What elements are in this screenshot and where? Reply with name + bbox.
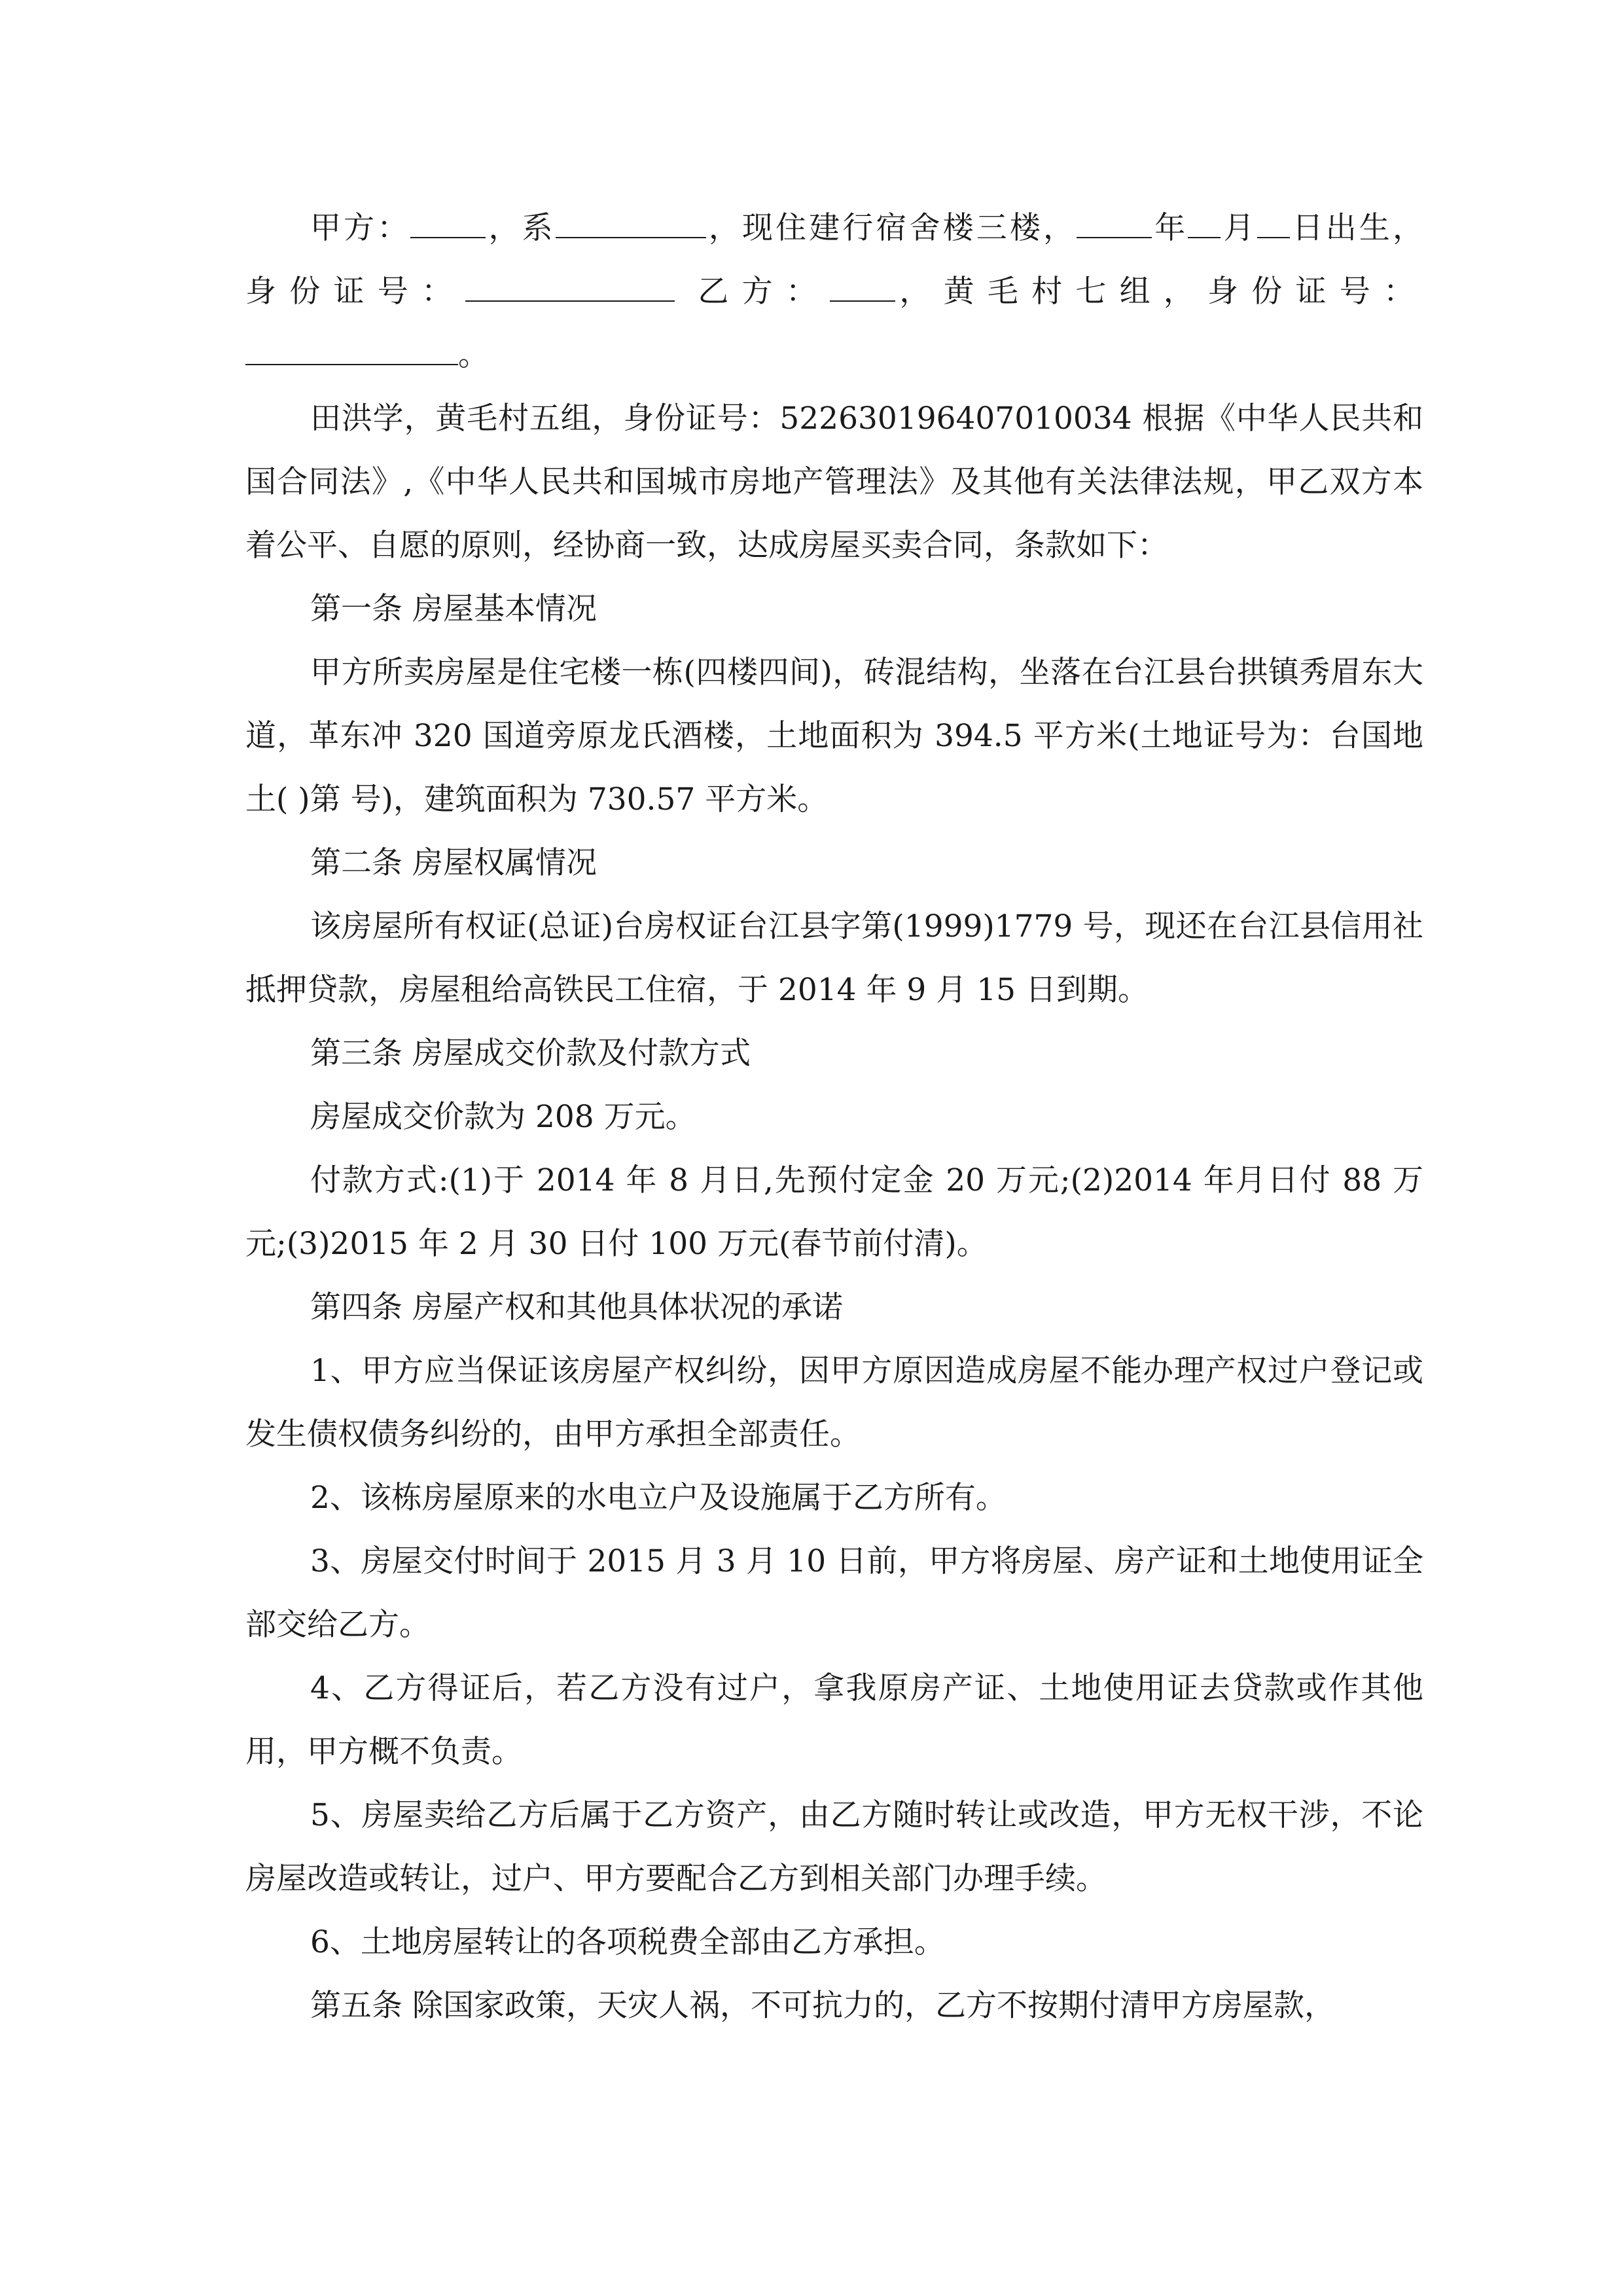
article-4-item-3: 3、房屋交付时间于 2015 月 3 月 10 日前，甲方将房屋、房产证和土地使用证全部交给乙方。: [245, 1543, 1423, 1643]
contract-page: [245, 196, 1423, 2037]
article-4-item-4: 4、乙方得证后，若乙方没有过户，拿我原房产证、土地使用证去贷款或作其他用，甲方概不负责。: [245, 1670, 1423, 1770]
article-2-title: 第二条 房屋权属情况: [310, 845, 597, 881]
party-b-id-blank: [245, 338, 458, 365]
party-line-3: [245, 323, 1423, 387]
party-a-relation-blank: [556, 211, 706, 238]
party-a-id-label: 身份证号：: [245, 274, 466, 310]
article-4-item-1: 1、甲方应当保证该房屋产权纠纷，因甲方原因造成房屋不能办理产权过户登记或发生债权债务纠纷的，由甲方承担全部责任。: [245, 1353, 1423, 1452]
article-4-item-6: 6、土地房屋转让的各项税费全部由乙方承担。: [310, 1924, 945, 1960]
birth-year-blank: [1077, 211, 1152, 238]
article-5-start: 第五条 除国家政策，天灾人祸，不可抗力的，乙方不按期付清甲方房屋款，: [310, 1988, 1335, 2024]
party-a-residence: ，现住建行宿舍楼三楼，: [705, 210, 1077, 246]
party-a-name-blank: [410, 211, 486, 238]
party-b-address: ，黄毛村七组，身份证号：: [895, 274, 1424, 310]
article-2-body: 该房屋所有权证(总证)台房权证台江县字第(1999)1779 号，现还在台江县信用社抵押贷款，房屋租给高铁民工住宿，于 2014 年 9 月 15 日到期。: [245, 908, 1423, 1008]
article-4-title: 第四条 房屋产权和其他具体状况的承诺: [310, 1289, 843, 1325]
birth-month-blank: [1188, 211, 1221, 238]
birth-year-label: 年: [1152, 210, 1188, 246]
article-3-payment: 付款方式:(1)于 2014 年 8 月日,先预付定金 20 万元;(2)2014 年月日付 88 万元;(3)2015 年 2 月 30 日付 100 万元(春节前付清)。: [245, 1162, 1423, 1262]
party-line-2: [245, 260, 1423, 323]
article-1-title: 第一条 房屋基本情况: [310, 591, 597, 627]
party-b-label: 乙方：: [698, 274, 830, 310]
article-4-item-2: 2、该栋房屋原来的水电立户及设施属于乙方所有。: [310, 1480, 1007, 1516]
party-a-label: 甲方：: [310, 210, 411, 246]
intro-paragraph: 田洪学，黄毛村五组，身份证号：522630196407010034 根据《中华人民共和国合同法》,《中华人民共和国城市房地产管理法》及其他有关法律法规，甲乙双方本着公平、自愿的原则，经协商一致，达成房屋买卖合同，条款如下：: [245, 401, 1423, 564]
birth-day-label: 日出生，: [1289, 210, 1424, 246]
party-b-name-blank: [830, 274, 895, 302]
article-4-item-5: 5、房屋卖给乙方后属于乙方资产，由乙方随时转让或改造，甲方无权干涉，不论房屋改造或转让，过户、甲方要配合乙方到相关部门办理手续。: [245, 1797, 1423, 1897]
article-3-title: 第三条 房屋成交价款及付款方式: [310, 1035, 751, 1071]
party-a-id-blank: [465, 274, 675, 302]
birth-month-label: 月: [1221, 210, 1257, 246]
article-1-body: 甲方所卖房屋是住宅楼一栋(四楼四间)，砖混结构，坐落在台江县台拱镇秀眉东大道，革东冲 320 国道旁原龙氏酒楼，土地面积为 394.5 平方米(土地证号为：台国地土( )第 号)，建筑面积为 730.57 平方米。: [245, 655, 1423, 817]
article-3-price: 房屋成交价款为 208 万元。: [310, 1099, 696, 1135]
party-a-sep1: ，系: [486, 210, 556, 246]
party-line-1: [245, 196, 1423, 260]
birth-day-blank: [1257, 211, 1290, 238]
party-b-id-end: 。: [458, 337, 489, 373]
